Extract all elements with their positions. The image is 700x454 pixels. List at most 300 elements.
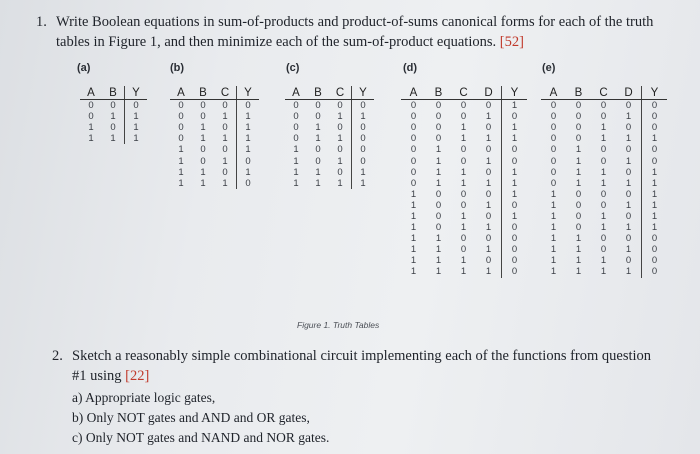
table-cell: 0: [600, 144, 607, 156]
table-row: [401, 189, 527, 200]
table-cell: 1: [293, 155, 299, 167]
column-header: C: [451, 86, 476, 100]
table-cell: 0: [485, 122, 492, 134]
table-cell: 1: [600, 255, 607, 267]
question-2-number: 2.: [52, 348, 63, 364]
table-cell: 1: [435, 144, 442, 156]
table-row: [541, 222, 667, 233]
table-row: [401, 266, 527, 277]
column-header: B: [307, 86, 329, 100]
table-cell: 1: [315, 177, 321, 189]
table-row: [541, 255, 667, 266]
table-row: [401, 244, 527, 255]
table-cell: 1: [410, 233, 417, 245]
table-row: [285, 100, 374, 112]
table-cell: 1: [293, 166, 299, 178]
table-cell: 0: [575, 100, 582, 112]
table-cell: 1: [600, 133, 607, 145]
table-cell: 0: [625, 233, 632, 245]
table-row: [285, 111, 374, 122]
table-row: [401, 122, 527, 133]
table-cell: 0: [315, 144, 321, 156]
table-cell: 0: [125, 100, 148, 112]
table-cell: 0: [435, 199, 442, 211]
table-row: [401, 144, 527, 155]
table-a-label: (a): [77, 62, 91, 74]
table-cell: 1: [460, 177, 467, 189]
table-row: [541, 155, 667, 166]
table-row: [541, 122, 667, 133]
table-header-row: [170, 86, 259, 100]
table-cell: 1: [237, 144, 260, 155]
table-cell: 0: [435, 122, 442, 134]
table-cell: 1: [110, 111, 116, 123]
table-cell: 1: [575, 255, 582, 267]
table-cell: 0: [460, 199, 467, 211]
table-cell: 1: [550, 244, 557, 256]
truth-table-a: [80, 86, 147, 144]
table-row: [170, 122, 259, 133]
truth-table-c: [285, 86, 374, 189]
table-cell: 1: [237, 133, 260, 144]
question-1-body: Write Boolean equations in sum-of-products and product-of-sums canonical forms for each of the truth tables in Figure 1, and then minimize each of the sum-of-product equations.: [56, 14, 654, 50]
table-cell: 1: [435, 255, 442, 267]
question-1-number: 1.: [36, 14, 47, 30]
table-cell: 0: [460, 144, 467, 156]
figure-caption: Figure 1. Truth Tables: [297, 320, 380, 330]
table-cell: 0: [550, 166, 557, 178]
table-cell: 1: [435, 266, 442, 278]
table-row: [541, 178, 667, 189]
table-cell: 0: [352, 100, 375, 112]
table-d-label: (d): [403, 62, 418, 74]
column-header: C: [591, 86, 616, 100]
table-row: [541, 244, 667, 255]
table-cell: 0: [435, 188, 442, 200]
table-cell: 0: [642, 244, 668, 255]
table-cell: 0: [625, 188, 632, 200]
table-header-row: [401, 86, 527, 100]
table-row: [80, 100, 147, 112]
table-cell: 0: [550, 144, 557, 156]
table-row: [541, 189, 667, 200]
column-header: B: [192, 86, 214, 100]
truth-table-grid: [401, 86, 527, 278]
table-cell: 0: [575, 188, 582, 200]
table-row: [401, 222, 527, 233]
table-cell: 0: [222, 144, 228, 156]
table-row: [541, 100, 667, 112]
truth-table-b: [170, 86, 259, 189]
table-row: [401, 111, 527, 122]
column-header: B: [426, 86, 451, 100]
table-cell: 1: [222, 155, 228, 167]
truth-table-grid: [80, 86, 147, 144]
table-cell: 1: [293, 144, 299, 156]
table-cell: 0: [575, 199, 582, 211]
column-header: A: [541, 86, 566, 100]
column-header: A: [80, 86, 102, 100]
table-cell: 0: [642, 111, 668, 122]
table-cell: 0: [502, 255, 528, 266]
table-cell: 1: [88, 122, 94, 134]
table-cell: 1: [352, 111, 375, 122]
table-cell: 0: [410, 133, 417, 145]
table-cell: 0: [625, 144, 632, 156]
table-cell: 1: [575, 233, 582, 245]
table-cell: 0: [485, 210, 492, 222]
table-cell: 1: [485, 199, 492, 211]
table-cell: 1: [315, 133, 321, 145]
table-row: [170, 100, 259, 112]
table-cell: 1: [600, 166, 607, 178]
truth-table-grid: [170, 86, 259, 189]
truth-table-d: [401, 86, 527, 278]
table-cell: 0: [642, 122, 668, 133]
table-cell: 1: [575, 244, 582, 256]
table-cell: 1: [625, 133, 632, 145]
table-cell: 1: [485, 155, 492, 167]
table-cell: 1: [315, 122, 321, 134]
question-2-item-b: b) Only NOT gates and AND and OR gates,: [72, 410, 310, 425]
table-cell: 1: [410, 188, 417, 200]
table-cell: 1: [337, 111, 343, 123]
table-cell: 0: [502, 222, 528, 233]
table-cell: 1: [410, 199, 417, 211]
table-row: [80, 122, 147, 133]
table-cell: 0: [485, 100, 492, 112]
table-cell: 0: [88, 100, 94, 112]
table-cell: 0: [550, 155, 557, 167]
table-cell: 1: [435, 155, 442, 167]
table-cell: 1: [460, 222, 467, 234]
table-cell: 0: [485, 166, 492, 178]
table-cell: 0: [315, 111, 321, 123]
table-cell: 0: [600, 244, 607, 256]
table-cell: 1: [337, 133, 343, 145]
table-row: [401, 155, 527, 166]
table-row: [170, 178, 259, 189]
table-cell: 1: [410, 266, 417, 278]
table-cell: 0: [460, 244, 467, 256]
table-cell: 0: [600, 111, 607, 123]
table-cell: 0: [410, 177, 417, 189]
table-cell: 1: [642, 178, 668, 189]
table-cell: 0: [642, 266, 668, 277]
table-cell: 1: [550, 266, 557, 278]
table-cell: 0: [352, 133, 375, 144]
table-cell: 1: [485, 244, 492, 256]
table-cell: 0: [625, 166, 632, 178]
column-header: C: [329, 86, 352, 100]
table-cell: 1: [550, 222, 557, 234]
table-cell: 1: [178, 155, 184, 167]
table-cell: 1: [600, 210, 607, 222]
table-cell: 1: [625, 244, 632, 256]
table-header-row: [80, 86, 147, 100]
table-cell: 0: [178, 133, 184, 145]
table-cell: 1: [502, 167, 528, 178]
question-2-item-a: a) Appropriate logic gates,: [72, 390, 216, 405]
table-cell: 0: [410, 100, 417, 112]
table-cell: 0: [642, 144, 668, 155]
table-row: [285, 178, 374, 189]
truth-table-e: [541, 86, 667, 278]
table-cell: 0: [625, 122, 632, 134]
table-cell: 1: [625, 222, 632, 234]
table-cell: 1: [178, 144, 184, 156]
table-cell: 1: [435, 177, 442, 189]
table-b-label: (b): [170, 62, 185, 74]
truth-table-grid: [541, 86, 667, 278]
table-cell: 1: [460, 166, 467, 178]
table-row: [401, 200, 527, 211]
table-cell: 0: [222, 122, 228, 134]
table-cell: 1: [352, 167, 375, 178]
table-cell: 0: [575, 122, 582, 134]
table-cell: 0: [575, 222, 582, 234]
question-1-marks: [52]: [499, 34, 524, 50]
table-row: [541, 111, 667, 122]
table-cell: 1: [460, 210, 467, 222]
question-1-text: [56, 12, 681, 52]
table-e-label: (e): [542, 62, 556, 74]
table-header-row: [285, 86, 374, 100]
column-header: B: [566, 86, 591, 100]
table-cell: 1: [200, 122, 206, 134]
table-cell: 1: [237, 122, 260, 133]
column-header: Y: [502, 86, 528, 100]
table-cell: 1: [88, 133, 94, 145]
table-cell: 0: [460, 100, 467, 112]
table-cell: 0: [222, 166, 228, 178]
table-cell: 0: [550, 133, 557, 145]
table-cell: 0: [642, 233, 668, 244]
table-cell: 1: [502, 100, 528, 112]
table-cell: 1: [642, 189, 668, 200]
table-cell: 0: [435, 111, 442, 123]
table-cell: 0: [293, 122, 299, 134]
table-cell: 1: [485, 266, 492, 278]
table-cell: 0: [352, 155, 375, 166]
column-header: Y: [237, 86, 260, 100]
table-row: [170, 111, 259, 122]
table-cell: 1: [200, 133, 206, 145]
table-row: [541, 211, 667, 222]
table-cell: 0: [435, 222, 442, 234]
table-cell: 1: [600, 266, 607, 278]
table-cell: 0: [337, 122, 343, 134]
table-cell: 1: [178, 166, 184, 178]
table-cell: 0: [410, 144, 417, 156]
table-row: [401, 133, 527, 144]
table-row: [541, 133, 667, 144]
table-cell: 1: [550, 188, 557, 200]
table-cell: 1: [502, 122, 528, 133]
table-cell: 1: [502, 133, 528, 144]
table-cell: 1: [575, 177, 582, 189]
table-c-label: (c): [286, 62, 300, 74]
table-cell: 0: [178, 122, 184, 134]
table-cell: 0: [460, 188, 467, 200]
table-cell: 1: [460, 255, 467, 267]
table-cell: 1: [642, 167, 668, 178]
column-header: Y: [642, 86, 668, 100]
table-cell: 1: [410, 255, 417, 267]
table-cell: 1: [642, 200, 668, 211]
question-2-body: Sketch a reasonably simple combinational circuit implementing each of the functions from question #1 using: [72, 348, 652, 384]
table-row: [541, 167, 667, 178]
table-cell: 1: [642, 222, 668, 233]
table-cell: 1: [435, 166, 442, 178]
table-cell: 0: [435, 133, 442, 145]
table-row: [401, 211, 527, 222]
table-row: [401, 233, 527, 244]
table-cell: 0: [110, 122, 116, 134]
table-cell: 0: [315, 155, 321, 167]
table-cell: 0: [625, 210, 632, 222]
table-cell: 0: [200, 100, 206, 112]
table-cell: 0: [485, 255, 492, 267]
table-cell: 1: [600, 177, 607, 189]
table-cell: 0: [502, 155, 528, 166]
table-cell: 1: [550, 199, 557, 211]
table-cell: 0: [293, 100, 299, 112]
question-2-item-c: c) Only NOT gates and NAND and NOR gates.: [72, 430, 330, 445]
table-cell: 1: [502, 178, 528, 189]
table-cell: 0: [88, 111, 94, 123]
table-cell: 0: [550, 100, 557, 112]
table-row: [170, 144, 259, 155]
table-cell: 1: [575, 166, 582, 178]
table-cell: 0: [600, 155, 607, 167]
table-cell: 0: [293, 133, 299, 145]
table-cell: 1: [293, 177, 299, 189]
table-cell: 0: [435, 100, 442, 112]
table-cell: 0: [410, 111, 417, 123]
table-cell: 0: [485, 233, 492, 245]
table-cell: 0: [293, 111, 299, 123]
table-row: [80, 133, 147, 144]
table-cell: 1: [625, 177, 632, 189]
table-cell: 0: [600, 233, 607, 245]
table-cell: 1: [200, 166, 206, 178]
table-cell: 1: [485, 111, 492, 123]
table-cell: 0: [485, 188, 492, 200]
table-cell: 0: [178, 100, 184, 112]
table-cell: 0: [642, 255, 668, 266]
table-cell: 1: [485, 133, 492, 145]
table-cell: 0: [337, 144, 343, 156]
table-cell: 0: [200, 155, 206, 167]
table-cell: 1: [352, 178, 375, 189]
table-row: [80, 111, 147, 122]
table-row: [401, 255, 527, 266]
table-cell: 1: [125, 133, 148, 144]
column-header: Y: [125, 86, 148, 100]
table-cell: 1: [575, 155, 582, 167]
column-header: A: [170, 86, 192, 100]
table-cell: 0: [550, 122, 557, 134]
column-header: A: [401, 86, 426, 100]
table-cell: 0: [600, 188, 607, 200]
table-cell: 0: [315, 100, 321, 112]
table-cell: 0: [502, 266, 528, 277]
truth-table-grid: [285, 86, 374, 189]
table-cell: 0: [625, 255, 632, 267]
table-cell: 0: [200, 111, 206, 123]
table-cell: 1: [625, 111, 632, 123]
table-cell: 0: [502, 200, 528, 211]
table-cell: 1: [485, 222, 492, 234]
table-cell: 0: [642, 155, 668, 166]
table-cell: 1: [410, 222, 417, 234]
table-row: [541, 144, 667, 155]
table-cell: 0: [575, 210, 582, 222]
table-cell: 0: [410, 155, 417, 167]
table-cell: 1: [502, 189, 528, 200]
table-row: [401, 178, 527, 189]
table-cell: 0: [352, 144, 375, 155]
table-cell: 1: [435, 233, 442, 245]
table-cell: 1: [550, 255, 557, 267]
table-row: [401, 100, 527, 112]
table-cell: 1: [337, 177, 343, 189]
table-cell: 0: [485, 144, 492, 156]
table-cell: 1: [642, 211, 668, 222]
table-row: [401, 167, 527, 178]
table-cell: 1: [237, 167, 260, 178]
table-cell: 0: [550, 111, 557, 123]
table-cell: 0: [460, 111, 467, 123]
table-cell: 0: [502, 233, 528, 244]
table-cell: 0: [600, 199, 607, 211]
column-header: B: [102, 86, 125, 100]
table-cell: 0: [460, 233, 467, 245]
table-cell: 1: [642, 133, 668, 144]
table-cell: 0: [410, 166, 417, 178]
table-row: [170, 133, 259, 144]
table-cell: 0: [600, 100, 607, 112]
table-cell: 1: [502, 211, 528, 222]
column-header: A: [285, 86, 307, 100]
table-cell: 0: [337, 166, 343, 178]
table-cell: 1: [460, 133, 467, 145]
table-row: [541, 266, 667, 277]
table-cell: 0: [337, 100, 343, 112]
table-cell: 1: [550, 210, 557, 222]
table-cell: 0: [575, 111, 582, 123]
table-row: [285, 167, 374, 178]
table-cell: 1: [110, 133, 116, 145]
table-row: [285, 133, 374, 144]
table-cell: 0: [550, 177, 557, 189]
table-cell: 0: [502, 144, 528, 155]
table-row: [541, 233, 667, 244]
table-cell: 1: [410, 244, 417, 256]
table-cell: 0: [222, 100, 228, 112]
table-row: [170, 155, 259, 166]
table-row: [541, 200, 667, 211]
table-cell: 0: [237, 100, 260, 112]
table-cell: 1: [460, 266, 467, 278]
table-cell: 1: [237, 111, 260, 122]
table-cell: 0: [178, 111, 184, 123]
table-cell: 1: [222, 177, 228, 189]
column-header: Y: [352, 86, 375, 100]
table-cell: 1: [315, 166, 321, 178]
table-cell: 1: [200, 177, 206, 189]
